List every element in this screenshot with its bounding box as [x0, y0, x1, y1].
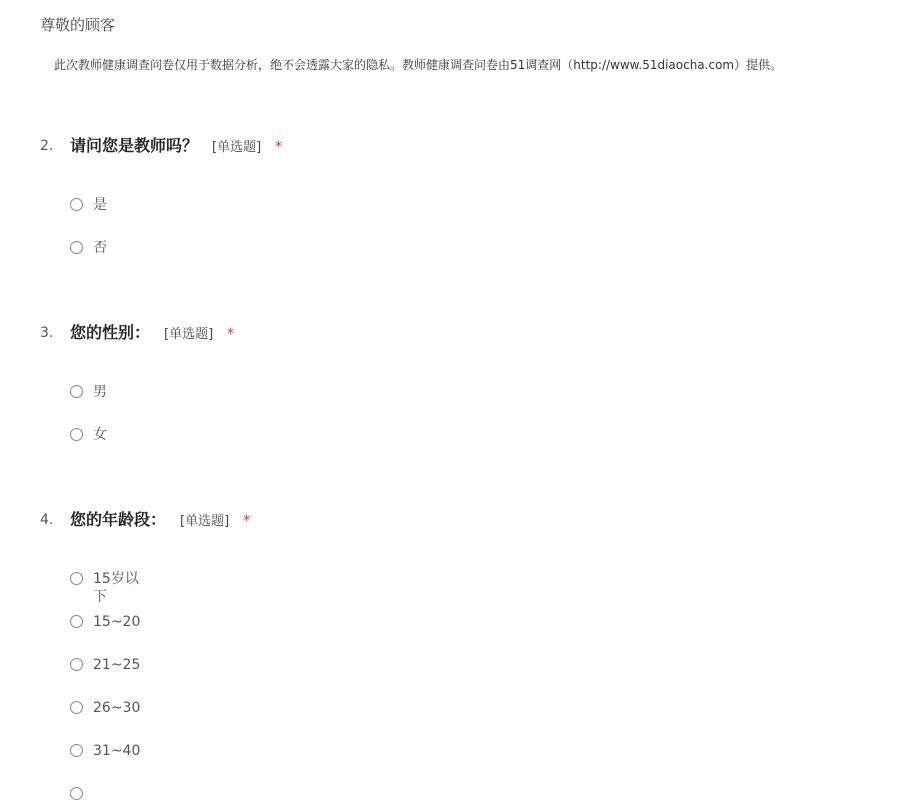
option-label: 女 [93, 427, 107, 443]
option-label: 15岁以下 [93, 571, 139, 605]
question-type-tag: [单选题] [212, 140, 262, 155]
question-type-tag: [单选题] [180, 514, 230, 529]
question-number: 2. [40, 138, 54, 154]
option-label: 是 [93, 197, 107, 213]
question-title [70, 134, 282, 160]
radio-button[interactable] [70, 241, 83, 254]
option-list [70, 570, 140, 800]
radio-button[interactable] [70, 787, 83, 800]
question-number: 4. [40, 512, 54, 528]
radio-button[interactable] [70, 385, 83, 398]
question-title-text: 您的年龄段： [70, 510, 167, 529]
option-label: 15~20 [93, 614, 141, 630]
option-label: 否 [93, 240, 107, 256]
radio-option-female[interactable] [70, 426, 107, 469]
question-title [70, 508, 250, 534]
question-title-text: 您的性别： [70, 323, 151, 342]
question-type-tag: [单选题] [164, 327, 214, 342]
option-label: 男 [93, 384, 107, 400]
radio-option-under-15[interactable] [70, 570, 140, 613]
question-number: 3. [40, 325, 54, 341]
option-list [70, 196, 107, 282]
option-label: 31~40 [93, 743, 141, 759]
question-title [70, 321, 234, 347]
greeting-heading: 尊敬的顾客 [40, 16, 116, 34]
radio-option-no[interactable] [70, 239, 107, 282]
survey-intro-text: 此次教师健康调查问卷仅用于数据分析，绝不会透露大家的隐私。教师健康调查问卷由51调查网（http://www.51diaocha.com）提供。 [54, 58, 783, 72]
radio-button[interactable] [70, 701, 83, 714]
option-list [70, 383, 107, 469]
required-marker: * [243, 513, 251, 529]
option-label: 21~25 [93, 657, 141, 673]
radio-button[interactable] [70, 198, 83, 211]
radio-option-26-30[interactable] [70, 699, 140, 742]
radio-button[interactable] [70, 428, 83, 441]
radio-option-male[interactable] [70, 383, 107, 426]
required-marker: * [275, 139, 283, 155]
radio-button[interactable] [70, 744, 83, 757]
radio-option-partial[interactable] [70, 785, 140, 800]
radio-button[interactable] [70, 615, 83, 628]
option-label: 26~30 [93, 700, 141, 716]
radio-option-yes[interactable] [70, 196, 107, 239]
radio-option-15-20[interactable] [70, 613, 140, 656]
radio-option-31-40[interactable] [70, 742, 140, 785]
question-title-text: 请问您是教师吗？ [70, 136, 199, 155]
required-marker: * [227, 326, 235, 342]
radio-button[interactable] [70, 572, 83, 585]
radio-button[interactable] [70, 658, 83, 671]
radio-option-21-25[interactable] [70, 656, 140, 699]
